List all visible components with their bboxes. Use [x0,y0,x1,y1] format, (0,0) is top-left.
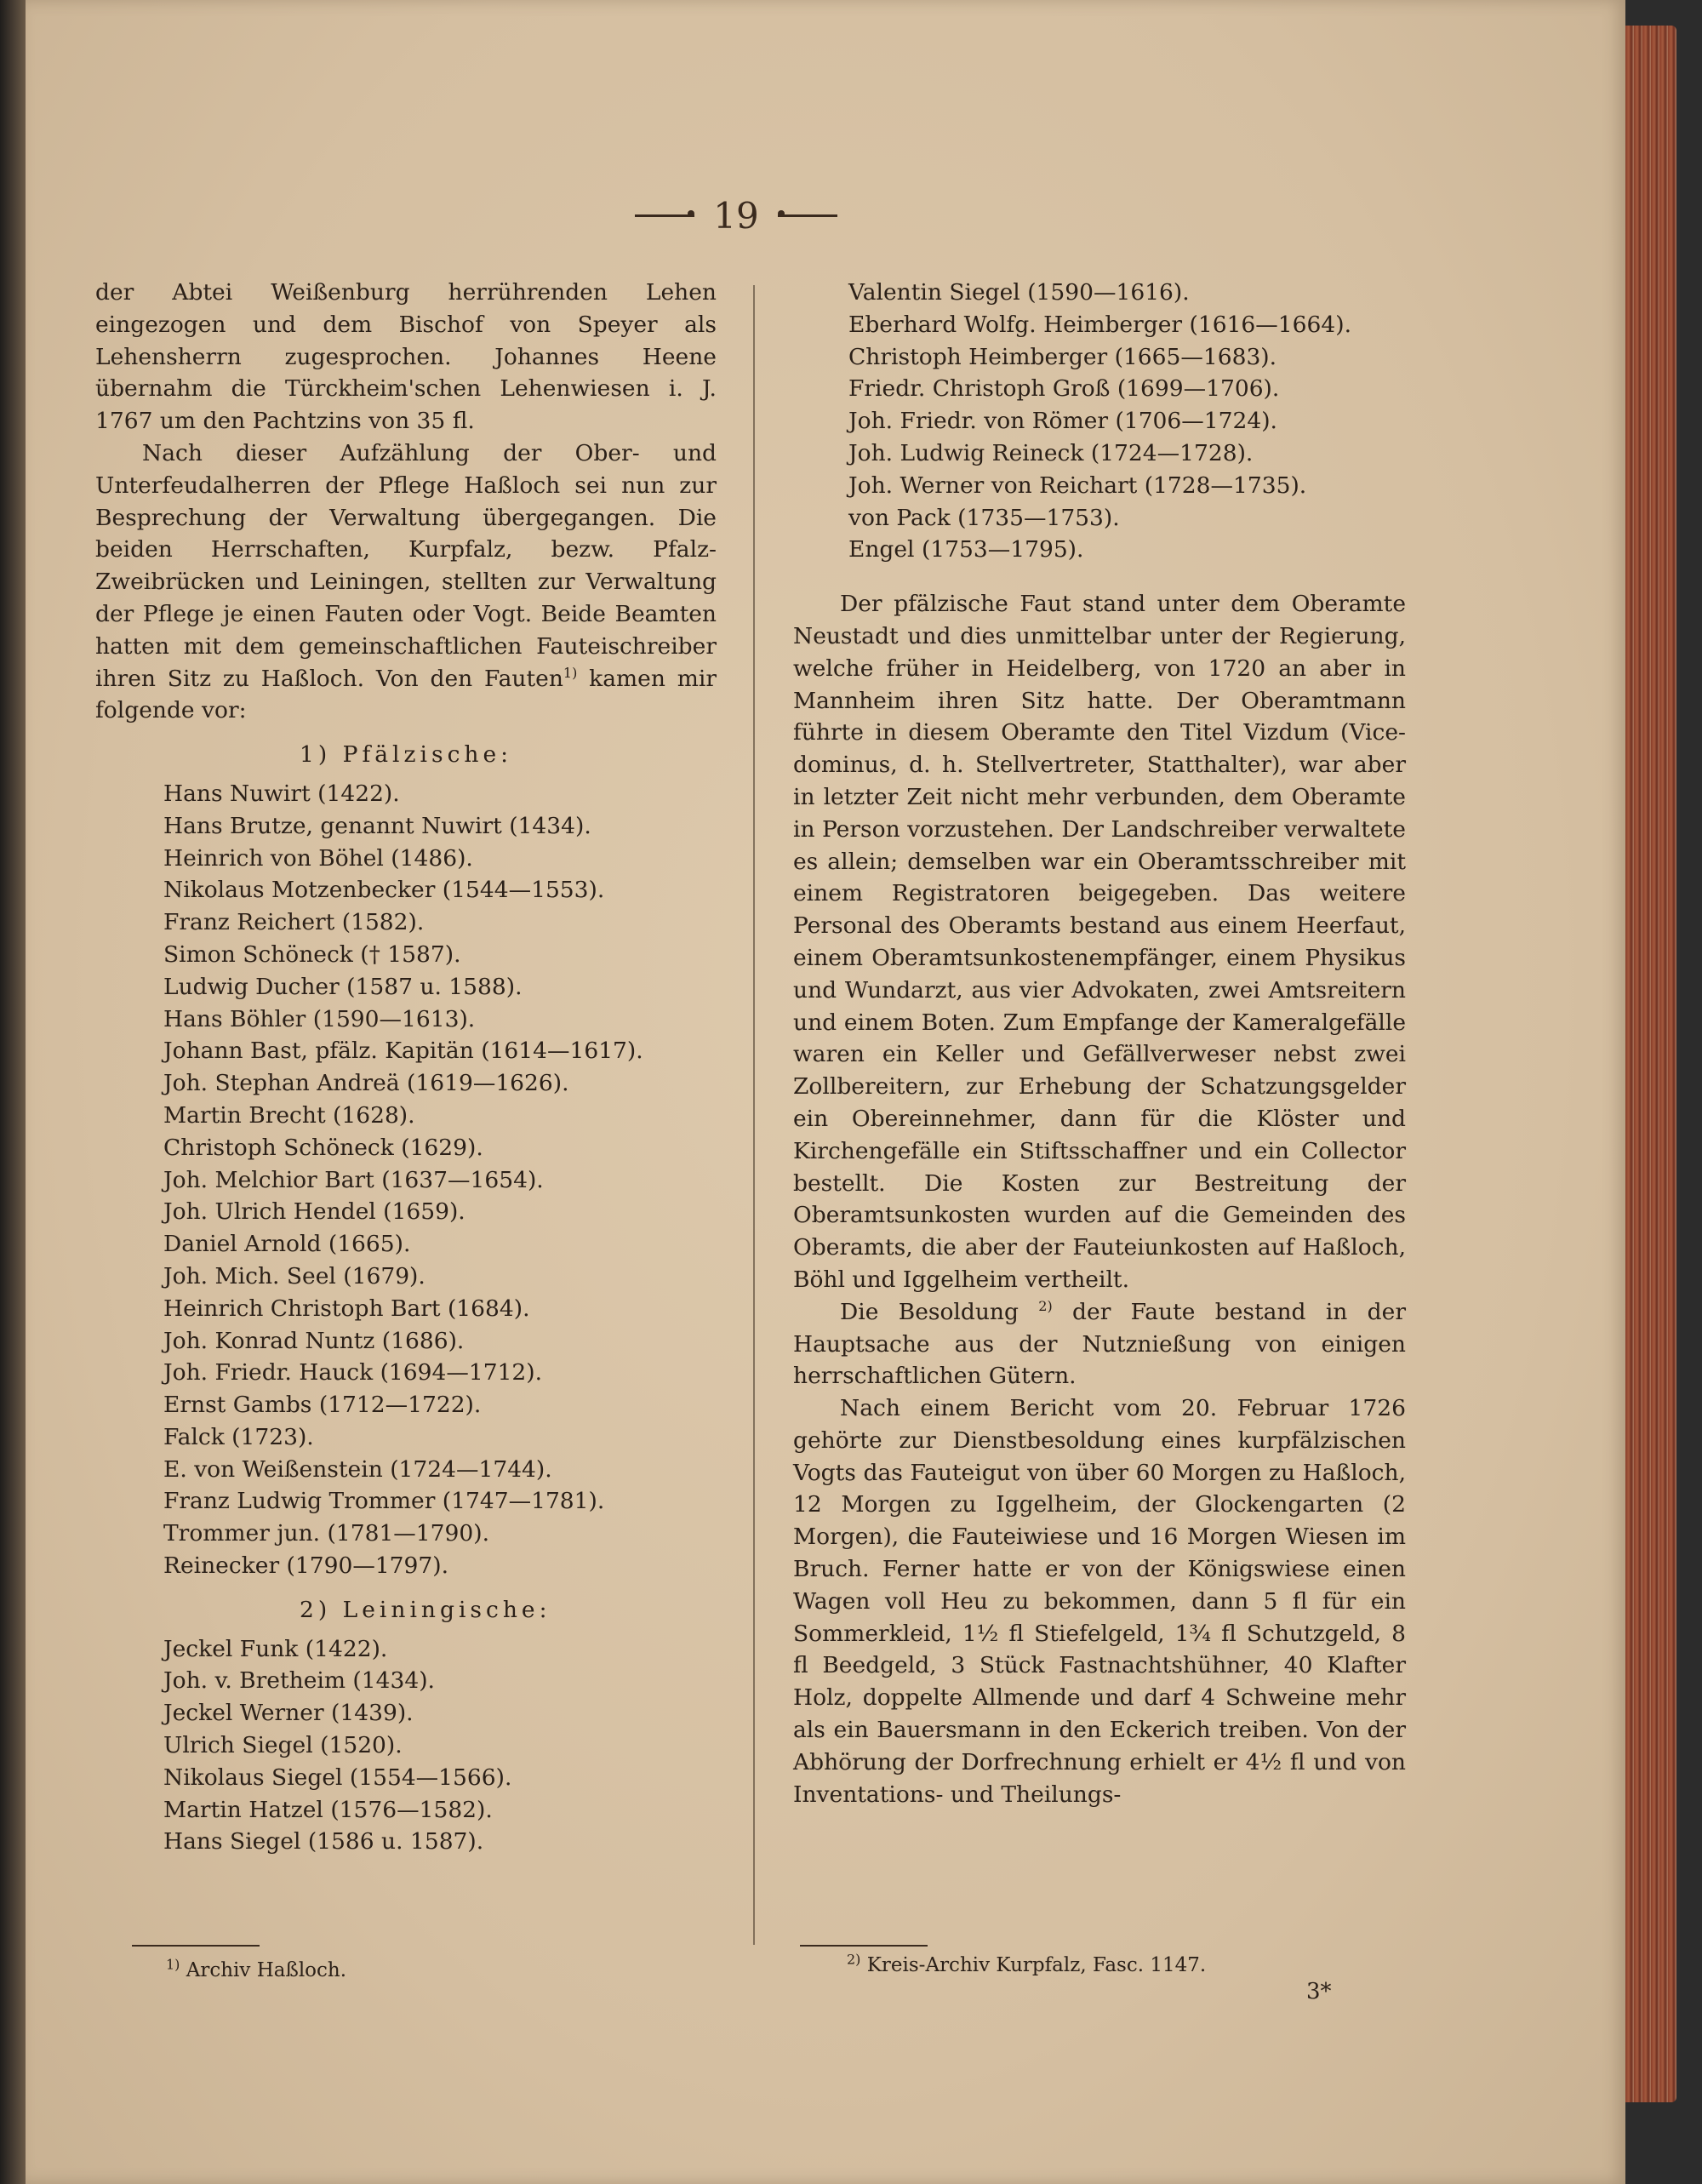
left-paragraph-2 [95,437,717,727]
list-item: Joh. Werner von Reichart (1728—1735). [848,472,1307,499]
list-item: Joh. Ulrich Hendel (1659). [163,1198,465,1226]
list-item: Valentin Siegel (1590—1616). [848,279,1190,306]
right-column [793,277,1406,1810]
right-paragraph-2 [793,1296,1406,1392]
list-item: Martin Brecht (1628). [163,1101,415,1129]
list-item: Hans Siegel (1586 u. 1587). [163,1828,484,1855]
footnote-rule-left [132,1945,260,1947]
right-paragraph-2-end: der Faute bestand in der Hauptsache aus der Nutznießung von einigen herrschaftlichen Gütern. [793,1298,1406,1390]
book-edge [1625,26,1676,2102]
page-header [596,194,877,237]
page-number: 19 [713,194,759,237]
leiningisch-list-continued [793,277,1406,566]
list-item: Joh. Melchior Bart (1637—1654). [163,1166,544,1193]
left-column [95,277,717,1858]
list-item: Nikolaus Motzenbecker (1544—1553). [163,877,605,904]
right-paragraph-3: Nach einem Bericht vom 20. Februar 1726 gehörte zur Dienstbesoldung eines kurpfälzischen Vogts das Fauteigut von über 60 Morgen zu Haßloch, 12 Morgen zu Iggelheim, der Glockengarten (2 Morgen), die Fauteiwiese und 16 Morgen Wiesen im Bruch. Ferner hatte er von der Königswiese einen Wagen voll Heu zu bekommen, dann 5 fl für ein Sommerkleid, 1½ fl Stiefelgeld, 1¾ fl Schutzgeld, 8 fl Beedgeld, 3 Stück Fastnachtshühner, 40 Klafter Holz, doppelte Allmende und darf 4 Schweine mehr als ein Bauersmann in den Eckerich treiben. Von der Abhörung der Dorfrechnung erhielt er 4½ fl und von Inventations- und Theilungs- [793,1395,1406,1808]
list-item: Martin Hatzel (1576—1582). [163,1796,493,1823]
footnote-1-text: Archiv Haßloch. [186,1959,347,1981]
footnote-2 [847,1951,1207,1976]
list-item: Ludwig Ducher (1587 u. 1588). [163,973,523,1000]
list-item: Heinrich von Böhel (1486). [163,844,473,872]
list-item: Ernst Gambs (1712—1722). [163,1392,482,1419]
list-item: Ulrich Siegel (1520). [163,1732,403,1759]
header-ornament-left [635,214,694,217]
footnote-ref-2: 2) [1038,1297,1053,1314]
list-item: Franz Reichert (1582). [163,909,425,936]
list-item: Heinrich Christoph Bart (1684). [163,1295,530,1322]
list-item: Trommer jun. (1781—1790). [163,1520,490,1547]
list-item: Johann Bast, pfälz. Kapitän (1614—1617). [163,1038,643,1065]
footnote-2-mark: 2) [847,1951,861,1968]
scan-border-left [0,0,26,2184]
left-paragraph-2-end: kamen mir folgende vor: [95,665,717,724]
list-item: von Pack (1735—1753). [848,504,1120,531]
right-paragraph-1: Der pfälzische Faut stand unter dem Oberamte Neustadt und dies unmittelbar unter der Regierung, welche früher in Heidelberg, von 1720 an aber in Mannheim ihren Sitz hatte. Der Oberamtmann führte in diesem Oberamte den Titel Vizdum (Vice-dominus, d. h. Stellvertreter, Statthalter), war aber in letzter Zeit nicht mehr verbunden, dem Oberamte in Person vorzustehen. Der Landschreiber verwaltete es allein; demselben war ein Oberamtsschreiber mit einem Registratoren beigegeben. Das weitere Personal des Oberamts bestand aus einem Heerfaut, einem Oberamtsunkostenempfänger, einem Physikus und Wundarzt, aus vier Advokaten, zwei Amtsreitern und einem Boten. Zum Empfange der Kameralgefälle waren ein Keller und Gefällverweser nebst zwei Zollbereitern, zur Erhebung der Schatzungsgelder ein Obereinnehmer, dann für die Klöster und Kirchengefälle ein Stiftsschaffner und ein Collector bestellt. Die Kosten zur Bestreitung der Oberamtsunkosten wurden auf die Gemeinden des Oberamts, die aber der Fauteiunkosten auf Haßloch, Böhl und Iggelheim vertheilt. [793,591,1406,1293]
sheet-signature: 3* [1306,1979,1332,2004]
list-item: Daniel Arnold (1665). [163,1231,411,1258]
heading-leiningisch: 2) Leiningische: [300,1596,551,1623]
list-item: Joh. Friedr. von Römer (1706—1724). [848,408,1277,435]
list-item: Nikolaus Siegel (1554—1566). [163,1764,512,1791]
left-paragraph-1: der Abtei Weißenburg herrührenden Lehen eingezogen und dem Bischof von Speyer als Lehensherrn zugesprochen. Johannes Heene übernahm die Türckheim'schen Lehenwiesen i. J. 1767 um den Pachtzins von 35 fl. [95,279,717,435]
footnote-2-text: Kreis-Archiv Kurpfalz, Fasc. 1147. [866,1954,1207,1976]
list-item: E. von Weißenstein (1724—1744). [163,1455,552,1483]
list-item: Joh. Friedr. Hauck (1694—1712). [163,1359,543,1386]
leiningisch-list [95,1633,717,1859]
list-item: Hans Brutze, genannt Nuwirt (1434). [163,812,591,839]
list-item: Jeckel Werner (1439). [163,1700,414,1727]
footnote-rule-right [800,1945,928,1947]
header-ornament-right [778,214,837,217]
list-item: Engel (1753—1795). [848,536,1084,563]
list-item: Jeckel Funk (1422). [163,1635,388,1662]
list-item: Friedr. Christoph Groß (1699—1706). [848,375,1280,403]
column-divider [753,285,755,1945]
list-item: Hans Nuwirt (1422). [163,780,400,807]
list-item: Joh. Mich. Seel (1679). [163,1262,426,1289]
list-item: Joh. Konrad Nuntz (1686). [163,1327,465,1354]
list-item: Joh. v. Bretheim (1434). [163,1667,435,1695]
list-item: Franz Ludwig Trommer (1747—1781). [163,1488,605,1515]
list-item: Simon Schöneck († 1587). [163,940,461,968]
list-item: Joh. Stephan Andreä (1619—1626). [163,1070,569,1097]
heading-pfaelzisch: 1) Pfälzische: [300,741,513,769]
list-item: Hans Böhler (1590—1613). [163,1005,476,1032]
right-paragraph-2-start: Die Besoldung [840,1298,1019,1325]
list-item: Christoph Heimberger (1665—1683). [848,343,1277,370]
pfaelzisch-list [95,778,717,1582]
footnote-1-mark: 1) [166,1956,180,1973]
footnote-1 [166,1956,347,1981]
left-paragraph-2-text: Nach dieser Aufzählung der Ober- und Unterfeudalherren der Pflege Haßloch sei nun zur Besprechung der Verwaltung übergegangen. Die beiden Herrschaften, Kurpfalz, bezw. Pfalz-Zweibrücken und Leiningen, stellten zur Verwaltung der Pflege je einen Fauten oder Vogt. Beide Beamten hatten mit dem gemeinschaftlichen Fauteischreiber ihren Sitz zu Haßloch. Von den Fauten [95,439,717,692]
list-item: Christoph Schöneck (1629). [163,1134,483,1161]
list-item: Reinecker (1790—1797). [163,1552,449,1580]
footnote-ref-1: 1) [563,664,578,681]
list-item: Eberhard Wolfg. Heimberger (1616—1664). [848,311,1351,338]
list-item: Falck (1723). [163,1423,314,1450]
list-item: Joh. Ludwig Reineck (1724—1728). [848,439,1254,466]
